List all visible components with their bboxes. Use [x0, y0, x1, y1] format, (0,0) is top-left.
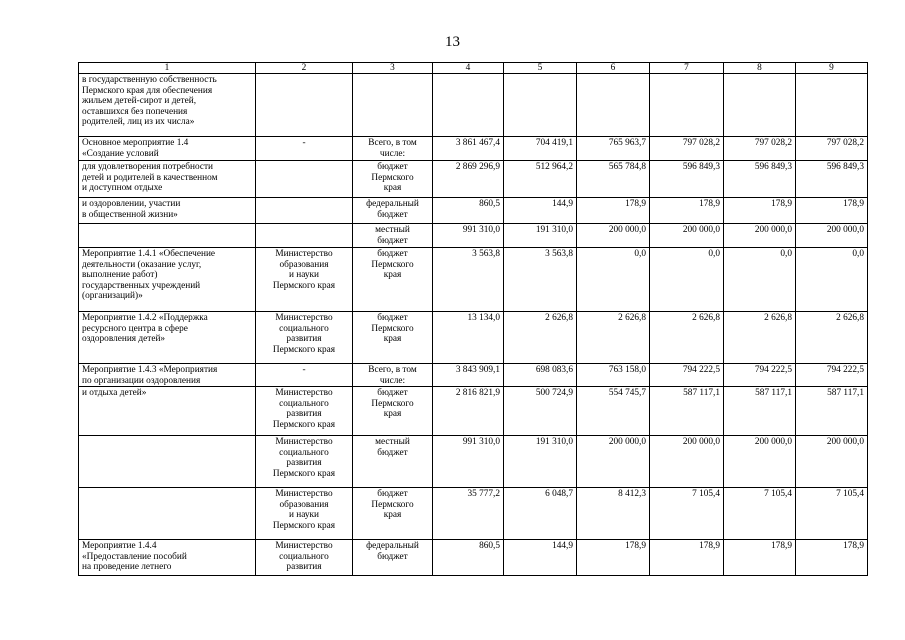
- value-cell: 587 117,1: [650, 387, 724, 436]
- value-cell: 991 310,0: [433, 224, 504, 248]
- funding-source-cell: бюджет Пермского края: [353, 387, 433, 436]
- funding-source-cell: Всего, в том числе:: [353, 364, 433, 387]
- column-header: 2: [256, 63, 353, 74]
- row-label-cell: и оздоровлении, участии в общественной жизни»: [79, 198, 256, 224]
- row-label-cell: в государственную собственность Пермского края для обеспечения жильем детей-сирот и детей, оставшихся без попечения родителей, лиц из их числа»: [79, 74, 256, 137]
- table-row: [79, 248, 868, 312]
- row-label-cell: Мероприятие 1.4.4 «Предоставление пособий на проведение летнего: [79, 540, 256, 576]
- value-cell: 500 724,9: [504, 387, 577, 436]
- value-cell: [724, 74, 796, 137]
- value-cell: 587 117,1: [796, 387, 868, 436]
- value-cell: 797 028,2: [796, 137, 868, 161]
- table-row: [79, 540, 868, 576]
- value-cell: 3 563,8: [433, 248, 504, 312]
- value-cell: 178,9: [650, 540, 724, 576]
- table-row: [79, 161, 868, 198]
- value-cell: 2 626,8: [796, 312, 868, 364]
- value-cell: 2 626,8: [650, 312, 724, 364]
- column-header: 3: [353, 63, 433, 74]
- value-cell: 596 849,3: [650, 161, 724, 198]
- value-cell: 554 745,7: [577, 387, 650, 436]
- column-header: 5: [504, 63, 577, 74]
- value-cell: 765 963,7: [577, 137, 650, 161]
- responsible-cell: [256, 74, 353, 137]
- value-cell: 191 310,0: [504, 224, 577, 248]
- responsible-cell: [256, 161, 353, 198]
- value-cell: 512 964,2: [504, 161, 577, 198]
- value-cell: 178,9: [724, 198, 796, 224]
- value-cell: 3 843 909,1: [433, 364, 504, 387]
- value-cell: 35 777,2: [433, 488, 504, 540]
- table-row: [79, 224, 868, 248]
- value-cell: 178,9: [577, 198, 650, 224]
- column-header: 9: [796, 63, 868, 74]
- responsible-cell: -: [256, 364, 353, 387]
- funding-source-cell: местный бюджет: [353, 436, 433, 488]
- responsible-cell: Министерство социального развития: [256, 540, 353, 576]
- value-cell: 178,9: [724, 540, 796, 576]
- column-header: 8: [724, 63, 796, 74]
- value-cell: 704 419,1: [504, 137, 577, 161]
- table-row: [79, 137, 868, 161]
- value-cell: 191 310,0: [504, 436, 577, 488]
- row-label-cell: для удовлетворения потребности детей и родителей в качественном и доступном отдыхе: [79, 161, 256, 198]
- value-cell: 596 849,3: [724, 161, 796, 198]
- value-cell: 596 849,3: [796, 161, 868, 198]
- value-cell: 2 626,8: [504, 312, 577, 364]
- funding-source-cell: федеральный бюджет: [353, 540, 433, 576]
- value-cell: 860,5: [433, 198, 504, 224]
- value-cell: [650, 74, 724, 137]
- responsible-cell: Министерство социального развития Пермского края: [256, 436, 353, 488]
- value-cell: 7 105,4: [796, 488, 868, 540]
- value-cell: 763 158,0: [577, 364, 650, 387]
- value-cell: 991 310,0: [433, 436, 504, 488]
- value-cell: 7 105,4: [650, 488, 724, 540]
- funding-source-cell: Всего, в том числе:: [353, 137, 433, 161]
- value-cell: 2 869 296,9: [433, 161, 504, 198]
- value-cell: 200 000,0: [796, 224, 868, 248]
- responsible-cell: [256, 198, 353, 224]
- value-cell: 0,0: [577, 248, 650, 312]
- responsible-cell: Министерство социального развития Пермского края: [256, 387, 353, 436]
- row-label-cell: Мероприятие 1.4.2 «Поддержка ресурсного центра в сфере оздоровления детей»: [79, 312, 256, 364]
- value-cell: [433, 74, 504, 137]
- value-cell: 860,5: [433, 540, 504, 576]
- value-cell: 0,0: [796, 248, 868, 312]
- funding-source-cell: бюджет Пермского края: [353, 248, 433, 312]
- value-cell: 2 626,8: [577, 312, 650, 364]
- table-header-row: [79, 63, 868, 74]
- responsible-cell: Министерство образования и науки Пермского края: [256, 248, 353, 312]
- value-cell: 6 048,7: [504, 488, 577, 540]
- value-cell: 797 028,2: [650, 137, 724, 161]
- row-label-cell: [79, 436, 256, 488]
- value-cell: [577, 74, 650, 137]
- row-label-cell: Основное мероприятие 1.4 «Создание условий: [79, 137, 256, 161]
- page-number: 13: [445, 34, 460, 50]
- table-row: [79, 436, 868, 488]
- value-cell: 144,9: [504, 198, 577, 224]
- value-cell: 200 000,0: [796, 436, 868, 488]
- value-cell: 0,0: [650, 248, 724, 312]
- value-cell: 3 861 467,4: [433, 137, 504, 161]
- row-label-cell: Мероприятие 1.4.3 «Мероприятия по организации оздоровления: [79, 364, 256, 387]
- funding-source-cell: [353, 74, 433, 137]
- funding-source-cell: бюджет Пермского края: [353, 161, 433, 198]
- column-header: 7: [650, 63, 724, 74]
- table-row: [79, 312, 868, 364]
- funding-source-cell: федеральный бюджет: [353, 198, 433, 224]
- value-cell: 565 784,8: [577, 161, 650, 198]
- value-cell: 200 000,0: [577, 224, 650, 248]
- column-header: 6: [577, 63, 650, 74]
- table-row: [79, 488, 868, 540]
- table-row: [79, 364, 868, 387]
- value-cell: 200 000,0: [724, 436, 796, 488]
- value-cell: 794 222,5: [724, 364, 796, 387]
- responsible-cell: [256, 224, 353, 248]
- responsible-cell: -: [256, 137, 353, 161]
- value-cell: 794 222,5: [796, 364, 868, 387]
- column-header: 1: [79, 63, 256, 74]
- value-cell: 178,9: [796, 540, 868, 576]
- value-cell: 587 117,1: [724, 387, 796, 436]
- table-row: [79, 198, 868, 224]
- row-label-cell: [79, 224, 256, 248]
- value-cell: 8 412,3: [577, 488, 650, 540]
- value-cell: 178,9: [650, 198, 724, 224]
- funding-source-cell: местный бюджет: [353, 224, 433, 248]
- responsible-cell: Министерство социального развития Пермского края: [256, 312, 353, 364]
- row-label-cell: и отдыха детей»: [79, 387, 256, 436]
- value-cell: 178,9: [577, 540, 650, 576]
- funding-source-cell: бюджет Пермского края: [353, 488, 433, 540]
- funding-source-cell: бюджет Пермского края: [353, 312, 433, 364]
- value-cell: 797 028,2: [724, 137, 796, 161]
- table-row: [79, 74, 868, 137]
- value-cell: [796, 74, 868, 137]
- value-cell: 200 000,0: [577, 436, 650, 488]
- responsible-cell: Министерство образования и науки Пермского края: [256, 488, 353, 540]
- value-cell: 794 222,5: [650, 364, 724, 387]
- value-cell: 2 816 821,9: [433, 387, 504, 436]
- value-cell: 3 563,8: [504, 248, 577, 312]
- value-cell: [504, 74, 577, 137]
- value-cell: 200 000,0: [724, 224, 796, 248]
- row-label-cell: Мероприятие 1.4.1 «Обеспечение деятельности (оказание услуг, выполнение работ) государственных учреждений (организаций)»: [79, 248, 256, 312]
- row-label-cell: [79, 488, 256, 540]
- table-row: [79, 387, 868, 436]
- value-cell: 144,9: [504, 540, 577, 576]
- value-cell: 698 083,6: [504, 364, 577, 387]
- value-cell: 200 000,0: [650, 436, 724, 488]
- value-cell: 178,9: [796, 198, 868, 224]
- value-cell: 13 134,0: [433, 312, 504, 364]
- value-cell: 2 626,8: [724, 312, 796, 364]
- value-cell: 200 000,0: [650, 224, 724, 248]
- budget-table: [78, 62, 868, 576]
- column-header: 4: [433, 63, 504, 74]
- value-cell: 7 105,4: [724, 488, 796, 540]
- value-cell: 0,0: [724, 248, 796, 312]
